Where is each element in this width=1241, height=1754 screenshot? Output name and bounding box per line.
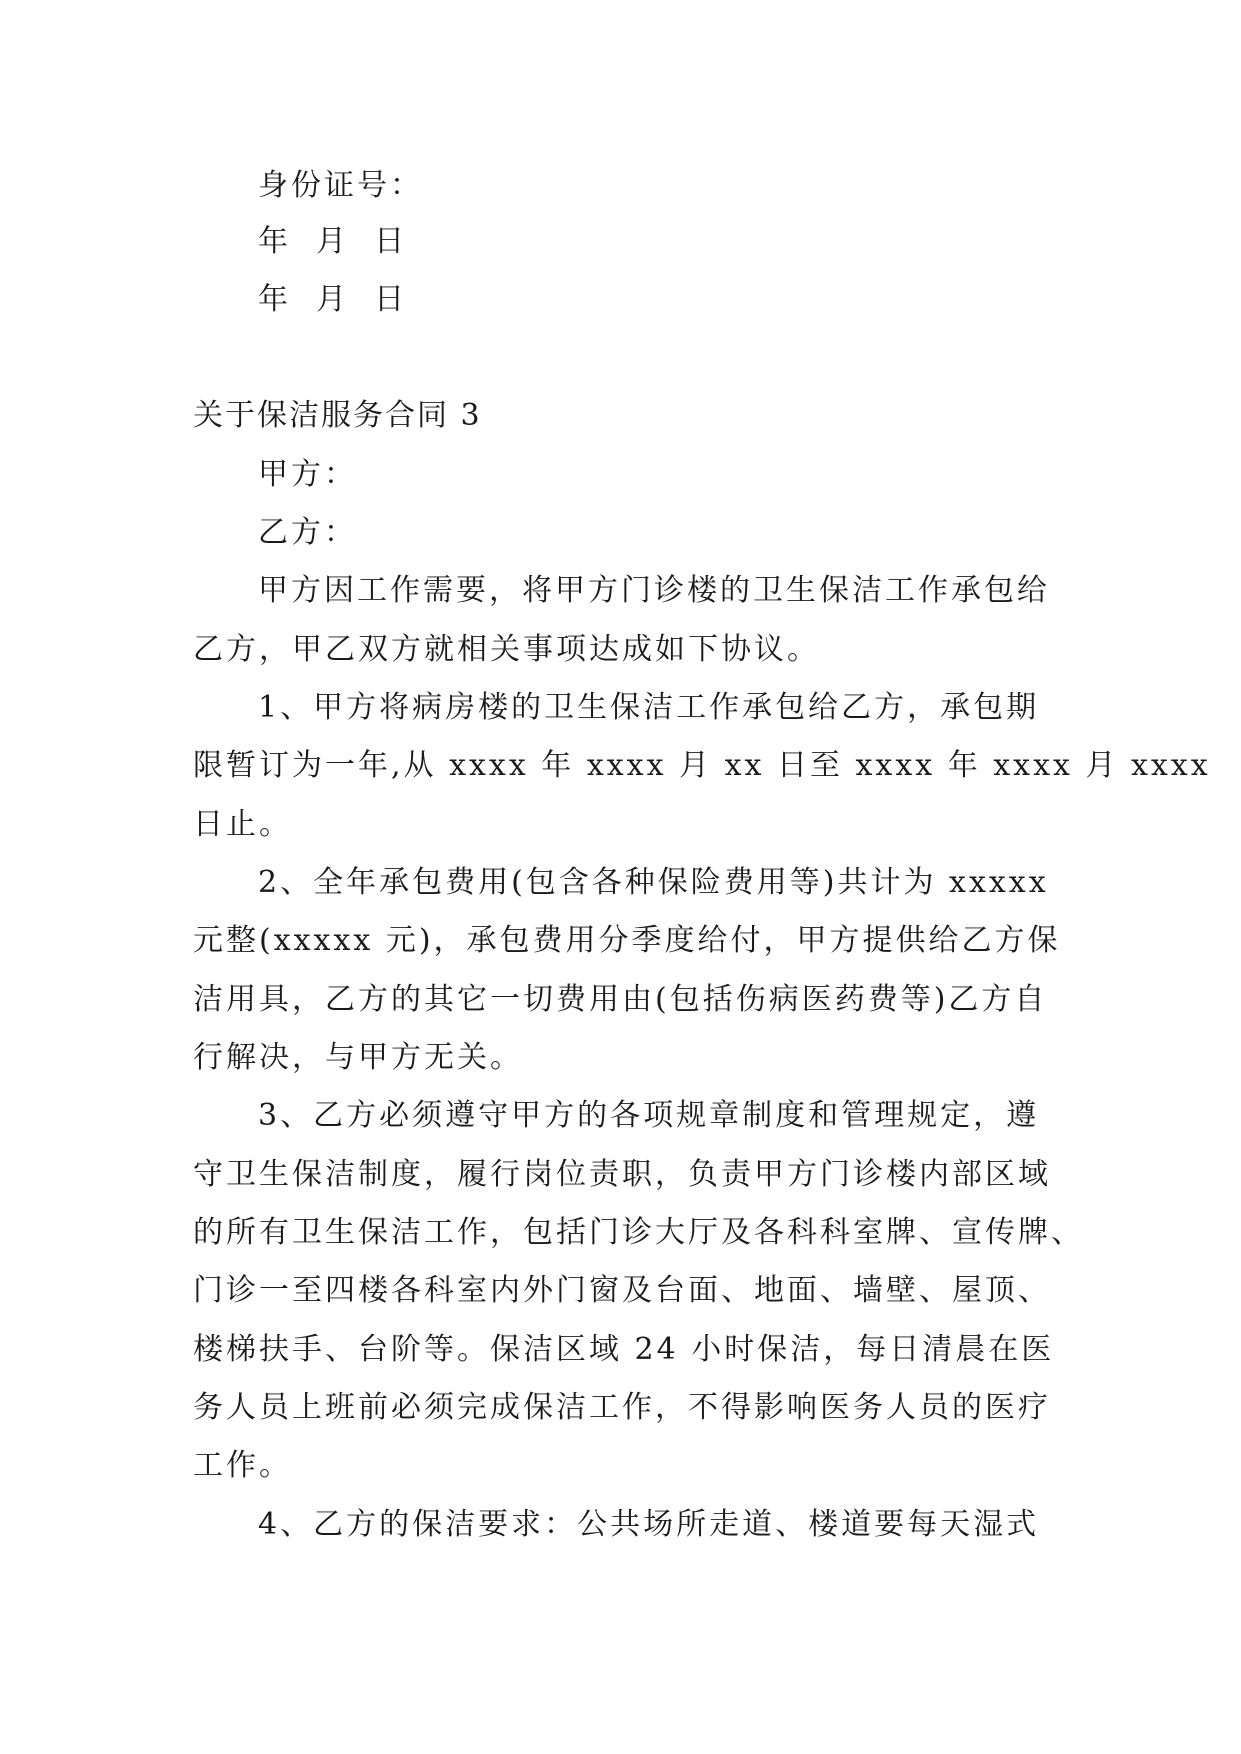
- clause-2-line: 洁用具，乙方的其它一切费用由(包括伤病医药费等)乙方自: [193, 982, 1048, 1017]
- clause-2-line: 元整(xxxxx 元)，承包费用分季度给付，甲方提供给乙方保: [193, 923, 1061, 958]
- date-line-2: 年 月 日: [258, 282, 408, 317]
- clause-2-line: 行解决，与甲方无关。: [193, 1040, 523, 1075]
- clause-4-line: 4、乙方的保洁要求：公共场所走道、楼道要每天湿式: [258, 1507, 1040, 1542]
- clause-3-line: 3、乙方必须遵守甲方的各项规章制度和管理规定，遵: [258, 1098, 1040, 1133]
- intro-line: 甲方因工作需要，将甲方门诊楼的卫生保洁工作承包给: [258, 573, 1050, 608]
- party-b-label: 乙方：: [258, 515, 357, 550]
- clause-3-line: 楼梯扶手、台阶等。保洁区域 24 小时保洁，每日清晨在医: [193, 1332, 1055, 1367]
- clause-3-line: 务人员上班前必须完成保洁工作，不得影响医务人员的医疗: [193, 1390, 1051, 1425]
- clause-3-line: 工作。: [193, 1448, 292, 1483]
- date-line-1: 年 月 日: [258, 224, 408, 259]
- clause-3-line: 守卫生保洁制度，履行岗位责职，负责甲方门诊楼内部区域: [193, 1157, 1051, 1192]
- clause-1-line: 日止。: [193, 807, 292, 842]
- clause-3-line: 门诊一至四楼各科室内外门窗及台面、地面、墙壁、屋顶、: [193, 1273, 1051, 1308]
- intro-line: 乙方，甲乙双方就相关事项达成如下协议。: [193, 632, 820, 667]
- contract-title: 关于保洁服务合同 3: [193, 398, 482, 433]
- clause-3-line: 的所有卫生保洁工作，包括门诊大厅及各科科室牌、宣传牌、: [193, 1215, 1084, 1250]
- clause-2-line: 2、全年承包费用(包含各种保险费用等)共计为 xxxxx: [258, 865, 1049, 900]
- id-number-label: 身份证号：: [258, 168, 423, 203]
- clause-1-line: 限暂订为一年,从 xxxx 年 xxxx 月 xx 日至 xxxx 年 xxxx 月 xxxx: [193, 748, 1211, 783]
- clause-1-line: 1、甲方将病房楼的卫生保洁工作承包给乙方，承包期: [258, 690, 1040, 725]
- party-a-label: 甲方：: [258, 457, 357, 492]
